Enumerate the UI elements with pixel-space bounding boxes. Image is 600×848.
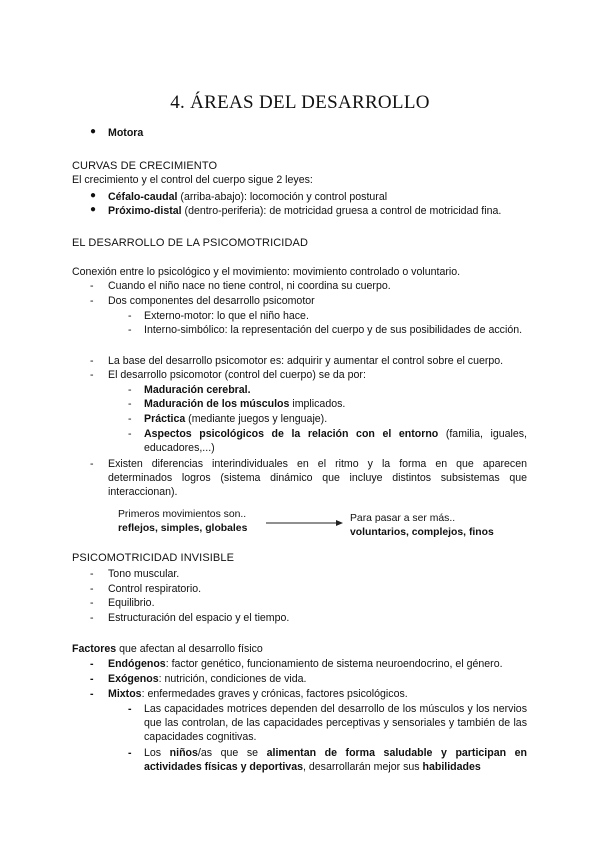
- curvas-item: [108, 190, 387, 204]
- dash-icon: -: [128, 703, 132, 715]
- psico-item: La base del desarrollo psicomotor es: adquirir y aumentar el control sobre el cuerpo.: [108, 355, 504, 367]
- curvas-item-bold: Céfalo-caudal: [108, 191, 178, 203]
- dash-icon: -: [90, 583, 94, 595]
- psico-intro: Conexión entre lo psicológico y el movimiento: movimiento controlado o voluntario.: [72, 266, 461, 278]
- psico-subitem-bold: Maduración de los músculos: [144, 398, 290, 410]
- invisible-item: Control respiratorio.: [108, 583, 202, 595]
- dash-icon: -: [128, 413, 132, 425]
- factores-item-rest: : factor genético, funcionamiento de sistema neuroendocrino, el género.: [165, 658, 503, 670]
- psico-subitem-bold: Aspectos psicológicos de la relación con el entorno: [144, 428, 439, 440]
- arrow-icon: [266, 517, 344, 529]
- dash-icon: -: [128, 398, 132, 410]
- factores-item: [108, 687, 408, 701]
- curvas-item-bold: Próximo-distal: [108, 205, 182, 217]
- curvas-intro: El crecimiento y el control del cuerpo sigue 2 leyes:: [72, 174, 313, 186]
- psico-subitem: Interno-simbólico: la representación del cuerpo y de sus posibilidades de acción.: [144, 324, 523, 336]
- dash-icon: -: [90, 612, 94, 624]
- psico-subitem: Maduración cerebral.: [144, 384, 251, 396]
- psico-subitem-rest: (familia, iguales, educadores,...): [144, 428, 527, 454]
- factores-text: Los: [144, 747, 170, 759]
- factores-text: /as que se: [197, 747, 267, 759]
- curvas-item-rest: (arriba-abajo): locomoción y control postural: [177, 191, 388, 203]
- psico-item: Dos componentes del desarrollo psicomotor: [108, 295, 315, 307]
- dash-icon: -: [128, 324, 132, 336]
- psico-subitem-rest: (mediante juegos y lenguaje).: [185, 413, 328, 425]
- dash-icon: -: [90, 673, 94, 685]
- psico-subitem-rest: implicados.: [289, 398, 346, 410]
- dash-icon: -: [90, 658, 94, 670]
- factores-item: [108, 672, 306, 686]
- invisible-item: Equilibrio.: [108, 597, 155, 609]
- dash-icon: -: [128, 310, 132, 322]
- factores-subitem: Las capacidades motrices dependen del desarrollo de los músculos y los nervios que las controlan, de las capacidades perceptivas y sensoriales y también de las capacidades cognitivas.: [144, 703, 527, 743]
- invisible-item: Tono muscular.: [108, 568, 180, 580]
- invisible-heading: PSICOMOTRICIDAD INVISIBLE: [72, 552, 235, 564]
- dash-icon: -: [128, 428, 132, 440]
- factores-line: [72, 642, 263, 656]
- factores-bold-text: alimentan de forma saludable y participan en actividades físicas y deportivas: [144, 747, 528, 773]
- dash-icon: -: [128, 747, 132, 759]
- figure-right-line1: Para pasar a ser más..: [350, 513, 456, 524]
- invisible-item: Estructuración del espacio y el tiempo.: [108, 612, 290, 624]
- curvas-item-rest: (dentro-periferia): de motricidad gruesa a control de motricidad fina.: [181, 205, 502, 217]
- factores-bold-text: niños: [169, 747, 198, 759]
- figure-right-line2: voluntarios, complejos, finos: [350, 527, 494, 538]
- psico-subitem: [144, 397, 345, 411]
- factores-item-rest: : nutrición, condiciones de vida.: [158, 673, 307, 685]
- psico-subitem: [144, 412, 327, 426]
- psico-item: Cuando el niño nace no tiene control, ni coordina su cuerpo.: [108, 280, 391, 292]
- bullet-icon: ●: [90, 190, 97, 201]
- page-title: 4. ÁREAS DEL DESARROLLO: [170, 92, 430, 113]
- psico-item: Existen diferencias interindividuales en el ritmo y la forma en que aparecen determinados logros (sistema dinámico que incluye distintos subsistemas que interaccionan).: [108, 458, 527, 498]
- psico-subitem: Externo-motor: lo que el niño hace.: [144, 310, 309, 322]
- factores-item-bold: Mixtos: [108, 688, 142, 700]
- psico-subitem: [144, 427, 527, 455]
- psico-item: El desarrollo psicomotor (control del cuerpo) se da por:: [108, 369, 366, 381]
- dash-icon: -: [90, 458, 94, 470]
- dash-icon: -: [90, 295, 94, 307]
- motora-label: Motora: [108, 127, 144, 139]
- dash-icon: -: [90, 568, 94, 580]
- dash-icon: -: [90, 280, 94, 292]
- psico-subitem-bold: Práctica: [144, 413, 186, 425]
- factores-bold-text: habilidades: [422, 761, 481, 773]
- dash-icon: -: [90, 688, 94, 700]
- curvas-item: [108, 204, 501, 218]
- dash-icon: -: [90, 369, 94, 381]
- dash-icon: -: [90, 355, 94, 367]
- factores-item-bold: Endógenos: [108, 658, 166, 670]
- factores-item-rest: : enfermedades graves y crónicas, factores psicológicos.: [141, 688, 408, 700]
- bullet-icon: ●: [90, 126, 97, 137]
- bullet-icon: ●: [90, 204, 97, 215]
- psico-heading: EL DESARROLLO DE LA PSICOMOTRICIDAD: [72, 237, 308, 249]
- factores-item-bold: Exógenos: [108, 673, 159, 685]
- factores-item: [108, 657, 503, 671]
- figure-left-line1: Primeros movimientos son..: [118, 509, 247, 520]
- dash-icon: -: [128, 384, 132, 396]
- factores-subitem: [144, 746, 527, 774]
- curvas-heading: CURVAS DE CRECIMIENTO: [72, 160, 218, 172]
- factores-text: , desarrollarán mejor sus: [302, 761, 423, 773]
- factores-rest: que afectan al desarrollo físico: [116, 643, 263, 655]
- dash-icon: -: [90, 597, 94, 609]
- factores-bold: Factores: [72, 643, 117, 655]
- figure-left-line2: reflejos, simples, globales: [118, 523, 248, 534]
